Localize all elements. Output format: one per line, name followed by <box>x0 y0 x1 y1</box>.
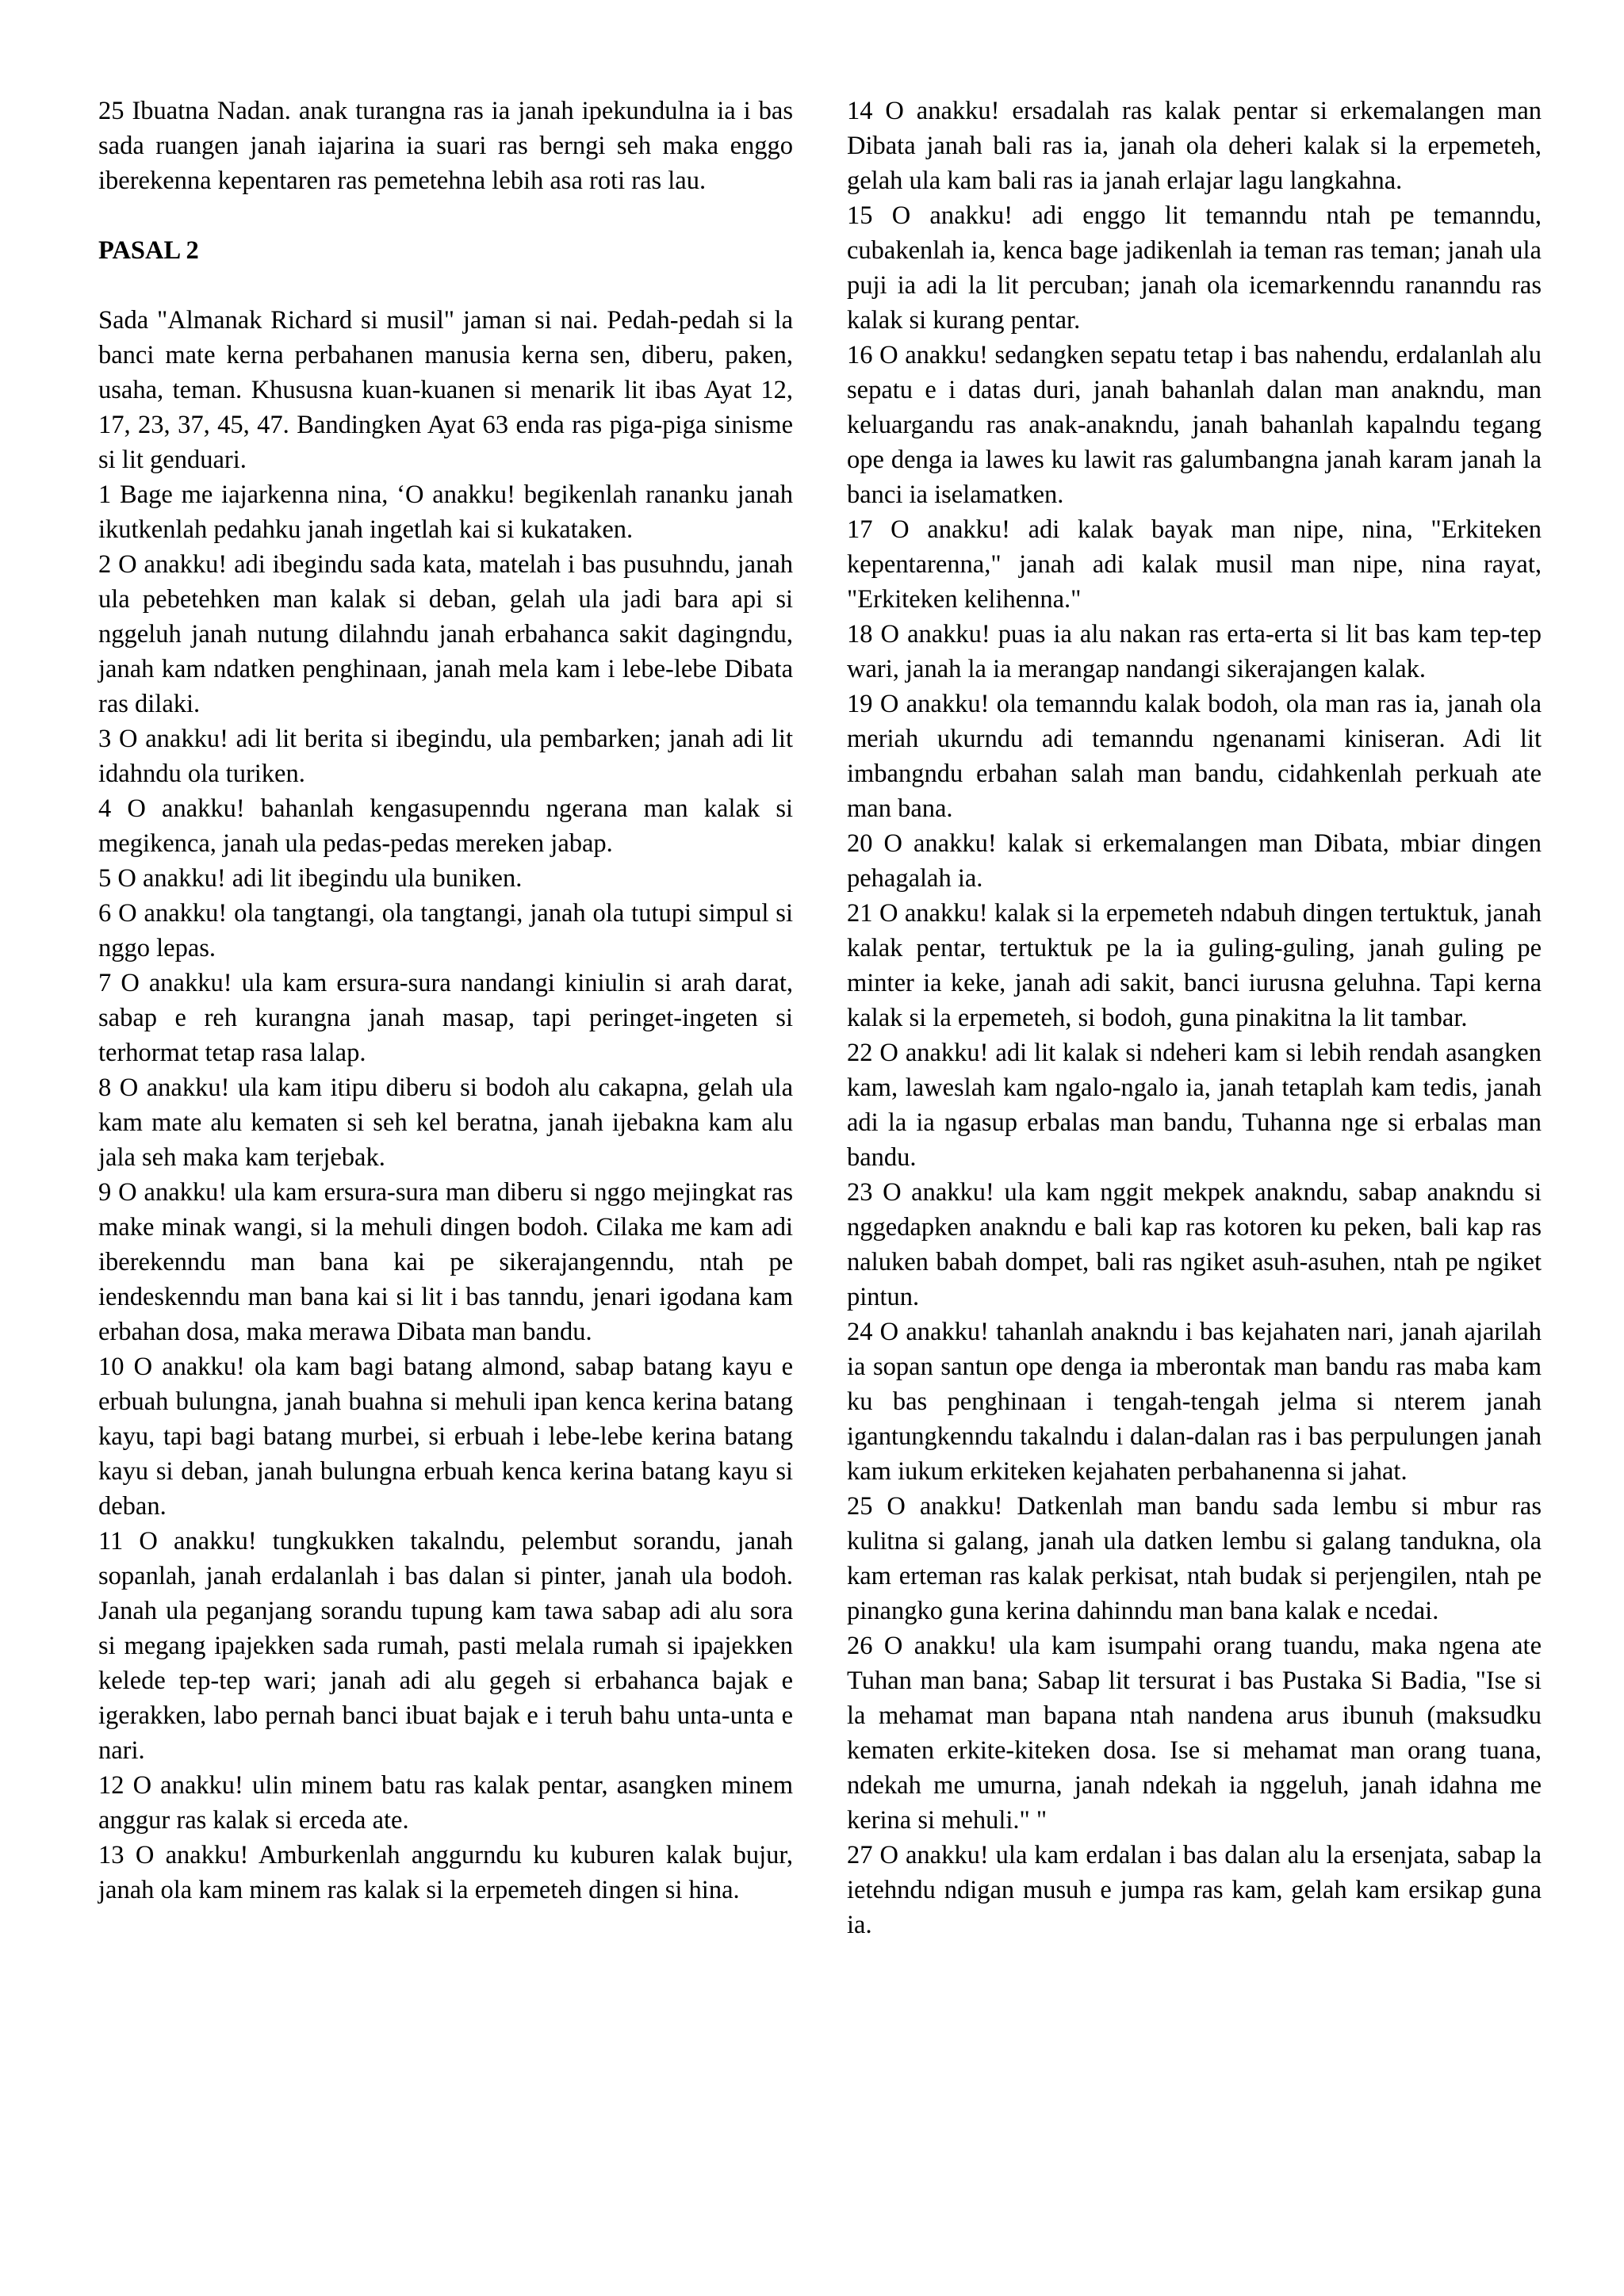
verse: 8 O anakku! ula kam itipu diberu si bodoh alu cakapna, gelah ula kam mate alu kematen si seh kel beratna, janah ijebakna kam alu jala seh maka kam terjebak. <box>98 1073 793 1172</box>
verse: 27 O anakku! ula kam erdalan i bas dalan alu la ersenjata, sabap la ietehndu ndigan musuh e jumpa ras kam, gelah kam ersikap guna ia. <box>847 1841 1542 1939</box>
verse: 14 O anakku! ersadalah ras kalak pentar si erkemalangen man Dibata janah bali ras ia, janah ola deheri kalak si la erpemeteh, gelah ula kam bali ras ia janah erlajar lagu langkahna. <box>847 97 1542 195</box>
verse: 3 O anakku! adi lit berita si ibegindu, ula pembarken; janah adi lit idahndu ola turiken. <box>98 725 793 788</box>
verse: 17 O anakku! adi kalak bayak man nipe, nina, "Erkiteken kepentarenna," janah adi kalak musil man nipe, nina rayat, "Erkiteken kelihenna." <box>847 515 1542 614</box>
left-column <box>98 94 793 1908</box>
verse: 6 O anakku! ola tangtangi, ola tangtangi, janah ola tutupi simpul si nggo lepas. <box>98 899 793 962</box>
verse: 9 O anakku! ula kam ersura-sura man diberu si nggo mejingkat ras make minak wangi, si la mehuli dingen bodoh. Cilaka me kam adi iberekenndu man bana kai pe sikerajangenndu, ntah pe iendeskenndu man bana kai si lit i bas tanndu, jenari igodana kam erbahan dosa, maka merawa Dibata man bandu. <box>98 1178 793 1346</box>
verse: 21 O anakku! kalak si la erpemeteh ndabuh dingen tertuktuk, janah kalak pentar, tertuktuk pe la ia guling-guling, janah guling pe minter ia keke, janah adi sakit, banci iurusna geluhna. Tapi kerna kalak si la erpemeteh, si bodoh, guna pinakitna la lit tambar. <box>847 899 1542 1032</box>
verse: 24 O anakku! tahanlah anakndu i bas kejahaten nari, janah ajarilah ia sopan santun ope denga ia mberontak man bandu ras maba kam ku bas penghinaan i tengah-tengah jelma si nterem janah igantungkenndu takalndu i dalan-dalan ras i bas perpulungen janah kam iukum erkiteken kejahaten perbahanenna si jahat. <box>847 1318 1542 1486</box>
verse: 1 Bage me iajarkenna nina, ‘O anakku! begikenlah rananku janah ikutkenlah pedahku janah ingetlah kai si kukataken. <box>98 480 793 544</box>
verse: 20 O anakku! kalak si erkemalangen man Dibata, mbiar dingen pehagalah ia. <box>847 829 1542 893</box>
verse: 26 O anakku! ula kam isumpahi orang tuandu, maka ngena ate Tuhan man bana; Sabap lit tersurat i bas Pustaka Si Badia, "Ise si la mehamat man bapana ntah nandena arus ibunuh (maksudku kematen erkite-kiteken dosa. Ise si mehamat man orang tuana, ndekah me umurna, janah ndekah ia nggeluh, janah idahna me kerina si mehuli." " <box>847 1632 1542 1835</box>
verse: 22 O anakku! adi lit kalak si ndeheri kam si lebih rendah asangken kam, laweslah kam ngalo-ngalo ia, janah tetaplah kam tedis, janah adi la ia ngasup erbalas man bandu, Tuhanna nge si erbalas man bandu. <box>847 1039 1542 1172</box>
verse: 16 O anakku! sedangken sepatu tetap i bas nahendu, erdalanlah alu sepatu e i datas duri, janah bahanlah dalan man anakndu, man keluargandu ras anak-anakndu, janah bahanlah kapalndu tegang ope denga ia lawes ku lawit ras galumbangna janah karam janah la banci ia iselamatken. <box>847 341 1542 509</box>
chapter-heading: PASAL 2 <box>98 236 199 265</box>
chapter-summary: Sada "Almanak Richard si musil" jaman si nai. Pedah-pedah si la banci mate kerna perbahanen manusia kerna sen, diberu, paken, usaha, teman. Khususna kuan-kuanen si menarik lit ibas Ayat 12, 17, 23, 37, 45, 47. Bandingken Ayat 63 enda ras piga-piga sinisme si lit genduari. <box>98 306 793 474</box>
intro-paragraph: 25 Ibuatna Nadan. anak turangna ras ia janah ipekundulna ia i bas sada ruangen janah iajarina ia suari ras berngi seh maka enggo iberekenna kepentaren ras pemetehna lebih asa roti ras lau. <box>98 97 793 195</box>
verse: 15 O anakku! adi enggo lit temanndu ntah pe temanndu, cubakenlah ia, kenca bage jadikenlah ia teman ras teman; janah ula puji ia adi la lit percuban; janah ola icemarkenndu rananndu ras kalak si kurang pentar. <box>847 201 1542 335</box>
verse: 4 O anakku! bahanlah kengasupenndu ngerana man kalak si megikenca, janah ula pedas-pedas mereken jabap. <box>98 794 793 858</box>
verse: 13 O anakku! Amburkenlah anggurndu ku kuburen kalak bujur, janah ola kam minem ras kalak si la erpemeteh dingen si hina. <box>98 1841 793 1904</box>
verse: 5 O anakku! adi lit ibegindu ula buniken. <box>98 864 523 893</box>
verse: 12 O anakku! ulin minem batu ras kalak pentar, asangken minem anggur ras kalak si erceda ate. <box>98 1771 793 1835</box>
verse: 2 O anakku! adi ibegindu sada kata, matelah i bas pusuhndu, janah ula pebetehken man kalak si deban, gelah ula jadi bara api si nggeluh janah nutung dilahndu janah erbahanca sakit dagingndu, janah kam ndatken penghinaan, janah mela kam i lebe-lebe Dibata ras dilaki. <box>98 550 793 718</box>
right-column <box>847 94 1542 1942</box>
verse: 11 O anakku! tungkukken takalndu, pelembut sorandu, janah sopanlah, janah erdalanlah i bas dalan si pinter, janah ula bodoh. Janah ula peganjang sorandu tupung kam tawa sabap adi alu sora si megang ipajekken sada rumah, pasti melala rumah si ipajekken kelede tep-tep wari; janah adi alu gegeh si erbahanca bajak e igerakken, labo pernah banci ibuat bajak e i teruh bahu unta-unta e nari. <box>98 1527 793 1765</box>
verse: 23 O anakku! ula kam nggit mekpek anakndu, sabap anakndu si nggedapken anakndu e bali kap ras kotoren ku peken, bali kap ras naluken babah dompet, bali ras ngiket asuh-asuhen, ntah pe ngiket pintun. <box>847 1178 1542 1311</box>
verse: 25 O anakku! Datkenlah man bandu sada lembu si mbur ras kulitna si galang, janah ula datken lembu si galang tandukna, ola kam erteman ras kalak perkisat, ntah budak si perjengilen, ntah pe pinangko guna kerina dahinndu man bana kalak e ncedai. <box>847 1492 1542 1625</box>
verse: 18 O anakku! puas ia alu nakan ras erta-erta si lit bas kam tep-tep wari, janah la ia merangap nandangi sikerajangen kalak. <box>847 620 1542 683</box>
verse: 7 O anakku! ula kam ersura-sura nandangi kiniulin si arah darat, sabap e reh kurangna janah masap, tapi peringet-ingeten si terhormat tetap rasa lalap. <box>98 969 793 1067</box>
verse: 19 O anakku! ola temanndu kalak bodoh, ola man ras ia, janah ola meriah ukurndu adi temanndu ngenanami kiniseran. Adi lit imbangndu erbahan salah man bandu, cidahkenlah perkuah ate man bana. <box>847 690 1542 823</box>
verse: 10 O anakku! ola kam bagi batang almond, sabap batang kayu e erbuah bulungna, janah buahna si mehuli ipan kenca kerina batang kayu, tapi bagi batang murbei, si erbuah i lebe-lebe kerina batang kayu si deban, janah bulungna erbuah kenca kerina batang kayu si deban. <box>98 1353 793 1521</box>
